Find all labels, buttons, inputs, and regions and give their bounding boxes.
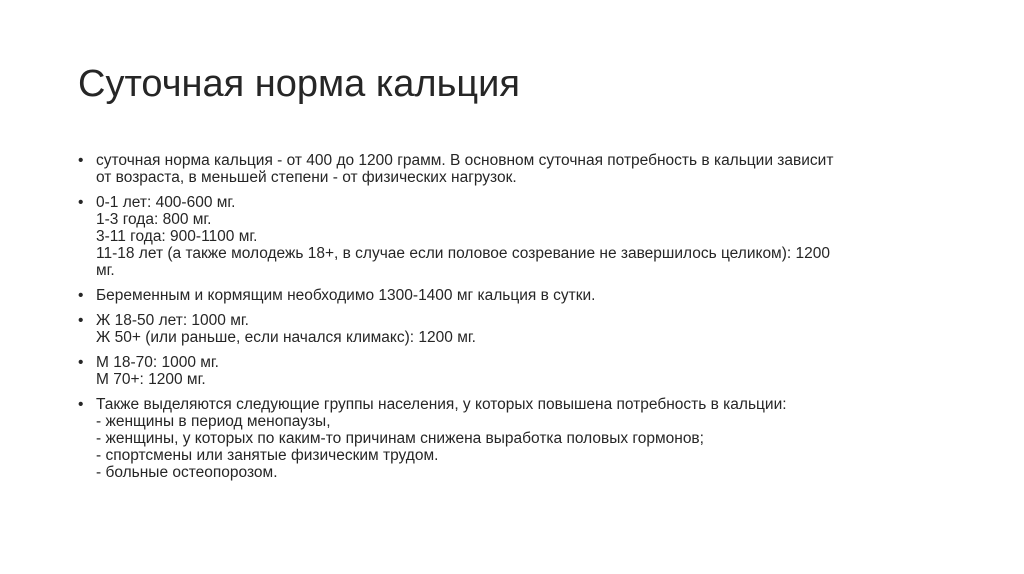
bullet-marker: • [78, 152, 84, 169]
bullet-text-line: 0-1 лет: 400-600 мг. [96, 194, 236, 211]
bullet-item-women-norms [78, 312, 948, 346]
bullet-text-line: от возраста, в меньшей степени - от физических нагрузок. [96, 169, 517, 186]
bullet-item-children-norms [78, 194, 948, 279]
bullet-text-line: - больные остеопорозом. [96, 464, 278, 481]
bullet-text-line: Также выделяются следующие группы населения, у которых повышена потребность в кальции: [96, 396, 787, 413]
bullet-text-line: Беременным и кормящим необходимо 1300-1400 мг кальция в сутки. [96, 287, 596, 304]
bullet-text-line: Ж 18-50 лет: 1000 мг. [96, 312, 249, 329]
bullet-text-line: мг. [96, 262, 115, 279]
bullet-text-line: М 18-70: 1000 мг. [96, 354, 219, 371]
bullet-text-line: М 70+: 1200 мг. [96, 371, 206, 388]
bullet-text-line: 1-3 года: 800 мг. [96, 211, 212, 228]
bullet-item-men-norms [78, 354, 948, 388]
bullet-list [78, 152, 948, 489]
bullet-text-line: Ж 50+ (или раньше, если начался климакс): 1200 мг. [96, 329, 476, 346]
bullet-text-line: - спортсмены или занятые физическим трудом. [96, 447, 439, 464]
bullet-marker: • [78, 312, 84, 329]
slide-title: Суточная норма кальция [78, 63, 520, 105]
bullet-marker: • [78, 287, 84, 304]
bullet-marker: • [78, 396, 84, 413]
bullet-text-line: - женщины, у которых по каким-то причинам снижена выработка половых гормонов; [96, 430, 704, 447]
bullet-text-line: - женщины в период менопаузы, [96, 413, 331, 430]
bullet-marker: • [78, 354, 84, 371]
bullet-text-line: 11-18 лет (а также молодежь 18+, в случае если половое созревание не завершилось целиком): 1200 [96, 245, 830, 262]
bullet-item-daily-norm [78, 152, 948, 186]
bullet-item-pregnant-norm [78, 287, 948, 304]
bullet-text-line: суточная норма кальция - от 400 до 1200 грамм. В основном суточная потребность в кальции зависит [96, 152, 834, 169]
bullet-marker: • [78, 194, 84, 211]
bullet-text-line: 3-11 года: 900-1100 мг. [96, 228, 258, 245]
bullet-item-risk-groups [78, 396, 948, 481]
